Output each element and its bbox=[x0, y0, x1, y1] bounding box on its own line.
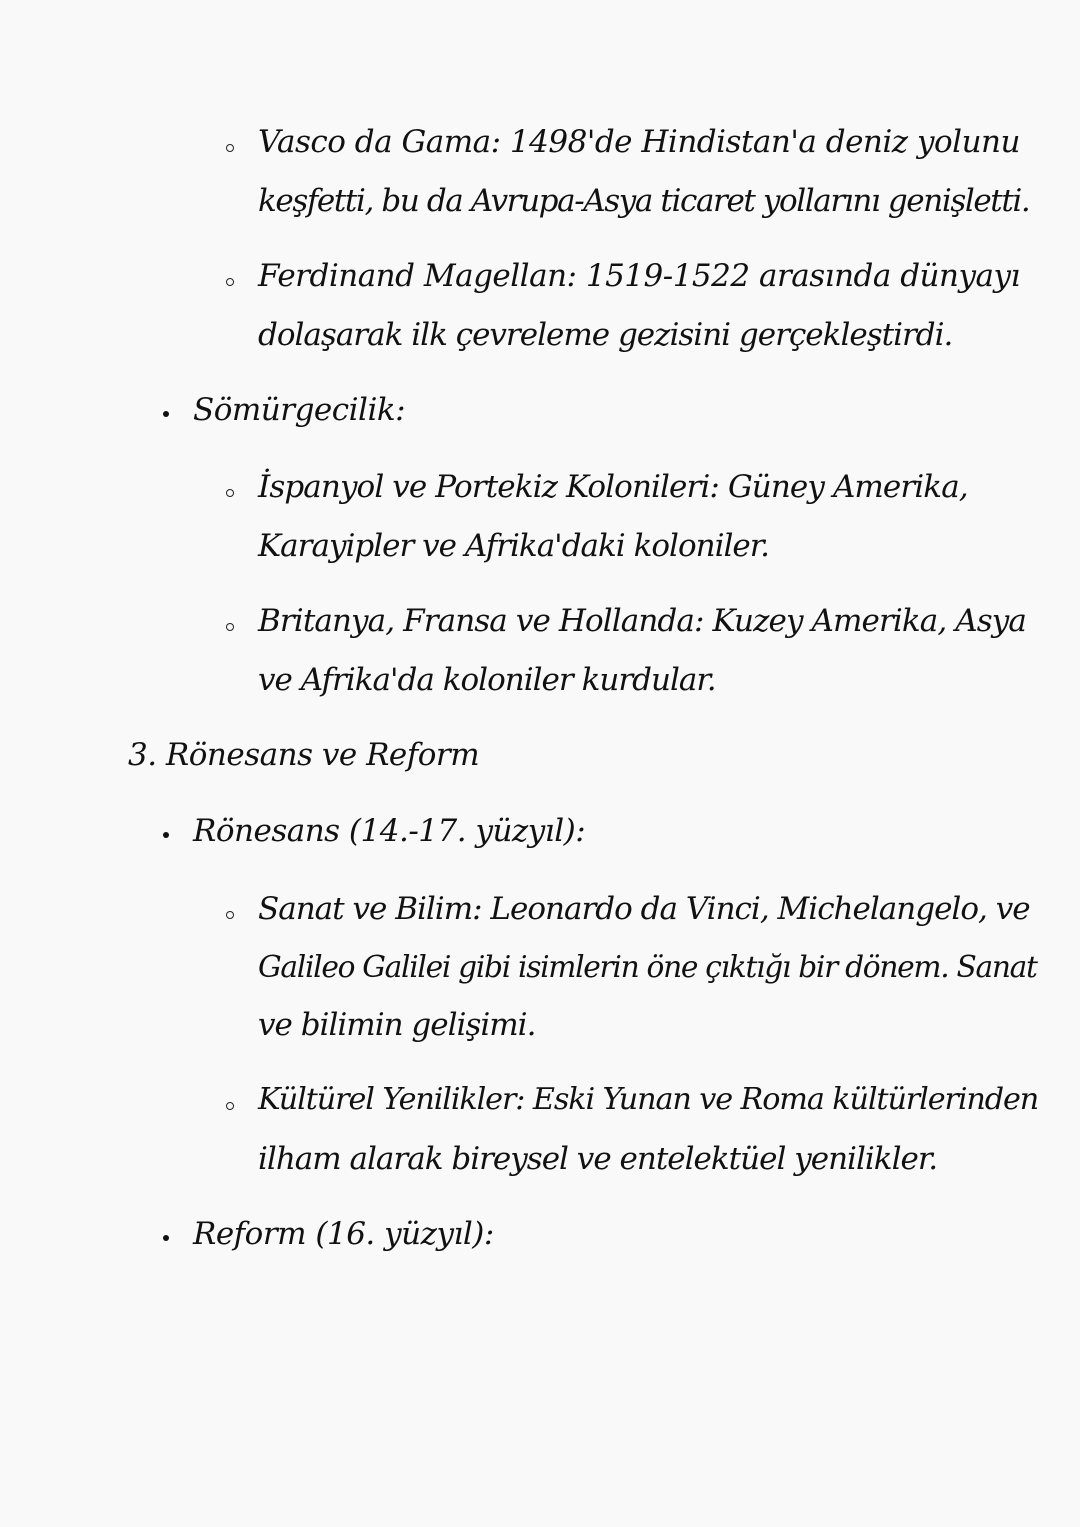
sub-item-text: Leonardo da Vinci, Michelangelo, ve bbox=[490, 891, 1030, 927]
sub-item-line bbox=[258, 1080, 1038, 1120]
sub-item-line bbox=[258, 889, 1030, 929]
sub-item-line bbox=[258, 122, 1020, 162]
bullet-icon bbox=[163, 832, 169, 838]
sub-item-continuation: Galileo Galilei gibi isimlerin öne çıktığı bir dönem. Sanat bbox=[258, 949, 1037, 984]
bullet-item: Reform (16. yüzyıl): bbox=[193, 1216, 494, 1252]
hollow-bullet-icon bbox=[226, 489, 234, 497]
sub-item-text: Eski Yunan ve Roma kültürlerinden bbox=[532, 1082, 1039, 1117]
sub-item-continuation: dolaşarak ilk çevreleme gezisini gerçekleştirdi. bbox=[258, 317, 953, 353]
sub-item-text: Kuzey Amerika, Asya bbox=[712, 603, 1026, 639]
sub-item-label: Kültürel Yenilikler: bbox=[258, 1082, 525, 1117]
sub-item-continuation: ilham alarak bireysel ve entelektüel yenilikler. bbox=[258, 1141, 938, 1177]
sub-item-label: Britanya, Fransa ve Hollanda: bbox=[258, 603, 704, 639]
bullet-icon bbox=[163, 411, 169, 417]
bullet-item: Rönesans (14.-17. yüzyıl): bbox=[193, 813, 586, 849]
hollow-bullet-icon bbox=[226, 278, 234, 286]
bullet-item: Sömürgecilik: bbox=[193, 392, 406, 428]
hollow-bullet-icon bbox=[226, 623, 234, 631]
sub-item-label: Sanat ve Bilim: bbox=[258, 891, 482, 927]
sub-item-continuation: Karayipler ve Afrika'daki koloniler. bbox=[258, 528, 770, 564]
sub-item-text: 1519-1522 arasında dünyayı bbox=[585, 258, 1020, 294]
sub-item-continuation: ve Afrika'da koloniler kurdular. bbox=[258, 662, 716, 698]
sub-item-continuation: ve bilimin gelişimi. bbox=[258, 1007, 536, 1043]
section-heading: 3. Rönesans ve Reform bbox=[128, 737, 480, 773]
bullet-icon bbox=[163, 1235, 169, 1241]
sub-item-continuation: keşfetti, bu da Avrupa-Asya ticaret yollarını genişletti. bbox=[258, 183, 1030, 219]
sub-item-line bbox=[258, 256, 1020, 296]
sub-item-label: Ferdinand Magellan: bbox=[258, 258, 577, 294]
hollow-bullet-icon bbox=[226, 911, 234, 919]
sub-item-text: 1498'de Hindistan'a deniz yolunu bbox=[509, 124, 1020, 160]
sub-item-text: Güney Amerika, bbox=[727, 469, 968, 505]
sub-item-line bbox=[258, 601, 1026, 641]
hollow-bullet-icon bbox=[226, 144, 234, 152]
sub-item-line bbox=[258, 467, 968, 507]
sub-item-label: Vasco da Gama: bbox=[258, 124, 501, 160]
sub-item-label: İspanyol ve Portekiz Kolonileri: bbox=[258, 469, 719, 505]
hollow-bullet-icon bbox=[226, 1102, 234, 1110]
